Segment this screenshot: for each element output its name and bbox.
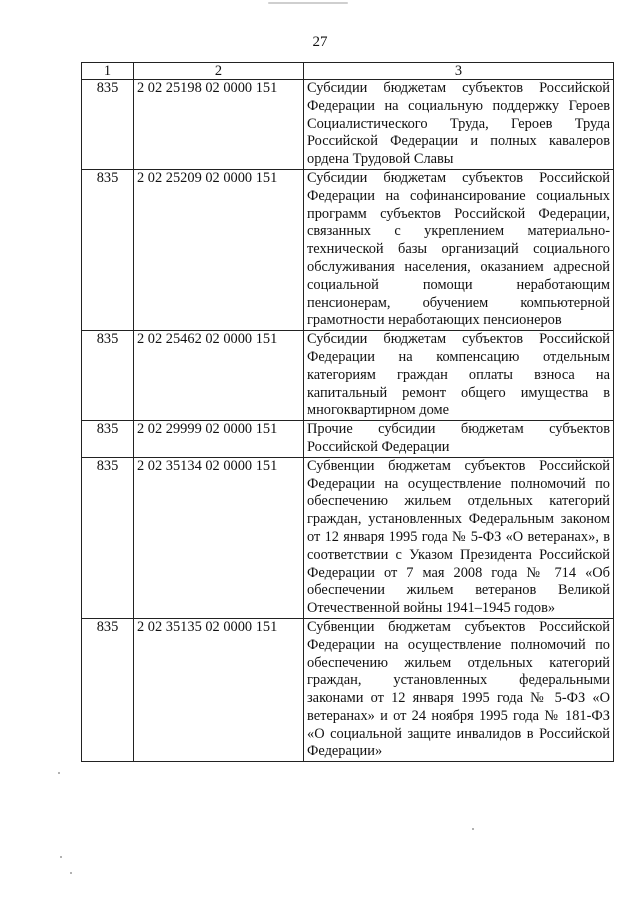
chapter-code: 835 [82,421,134,458]
budget-code: 2 02 35135 02 0000 151 [134,618,304,761]
header-col-2: 2 [134,63,304,80]
table-row [82,421,614,458]
chapter-code: 835 [82,331,134,421]
chapter-code: 835 [82,457,134,618]
revenue-name: Субсидии бюджетам субъектов Российской Федерации на социальную поддержку Героев Социалистического Труда, Героев Труда Российской Федерации и полных кавалеров ордена Трудовой Славы [304,80,614,170]
scan-speck [58,772,60,774]
revenue-name: Прочие субсидии бюджетам субъектов Российской Федерации [304,421,614,458]
scan-speck [60,856,62,858]
scan-speck [70,872,72,874]
budget-code: 2 02 25209 02 0000 151 [134,169,304,330]
scan-speck [472,828,474,830]
table-row [82,618,614,761]
budget-code: 2 02 29999 02 0000 151 [134,421,304,458]
budget-code: 2 02 35134 02 0000 151 [134,457,304,618]
table-row [82,80,614,170]
page-number: 27 [312,34,328,50]
budget-code: 2 02 25198 02 0000 151 [134,80,304,170]
budget-code: 2 02 25462 02 0000 151 [134,331,304,421]
table-header-row [82,63,614,80]
header-col-3: 3 [304,63,614,80]
table-row [82,457,614,618]
table-row [82,169,614,330]
revenue-name: Субвенции бюджетам субъектов Российской Федерации на осуществление полномочий по обеспечению жильем отдельных категорий граждан, установленных федеральными законами от 12 января 1995 года № 5-ФЗ «О ветеранах» и от 24 ноября 1995 года № 181-ФЗ «О социальной защите инвалидов в Российской Федерации» [304,618,614,761]
budget-classification-table [81,62,614,762]
chapter-code: 835 [82,80,134,170]
chapter-code: 835 [82,618,134,761]
table-row [82,331,614,421]
chapter-code: 835 [82,169,134,330]
revenue-name: Субсидии бюджетам субъектов Российской Федерации на компенсацию отдельным категориям граждан оплаты взноса на капитальный ремонт общего имущества в многоквартирном доме [304,331,614,421]
revenue-name: Субсидии бюджетам субъектов Российской Федерации на софинансирование социальных программ субъектов Российской Федерации, связанных с укреплением материально-технической базы организаций социального обслуживания населения, оказанием адресной социальной помощи неработающим пенсионерам, обучением компьютерной грамотности неработающих пенсионеров [304,169,614,330]
scan-speck [268,2,348,4]
header-col-1: 1 [82,63,134,80]
revenue-name: Субвенции бюджетам субъектов Российской Федерации на осуществление полномочий по обеспечению жильем отдельных категорий граждан, установленных Федеральным законом от 12 января 1995 года № 5-ФЗ «О ветеранах», в соответствии с Указом Президента Российской Федерации от 7 мая 2008 года № 714 «Об обеспечении жильем ветеранов Великой Отечественной войны 1941–1945 годов» [304,457,614,618]
